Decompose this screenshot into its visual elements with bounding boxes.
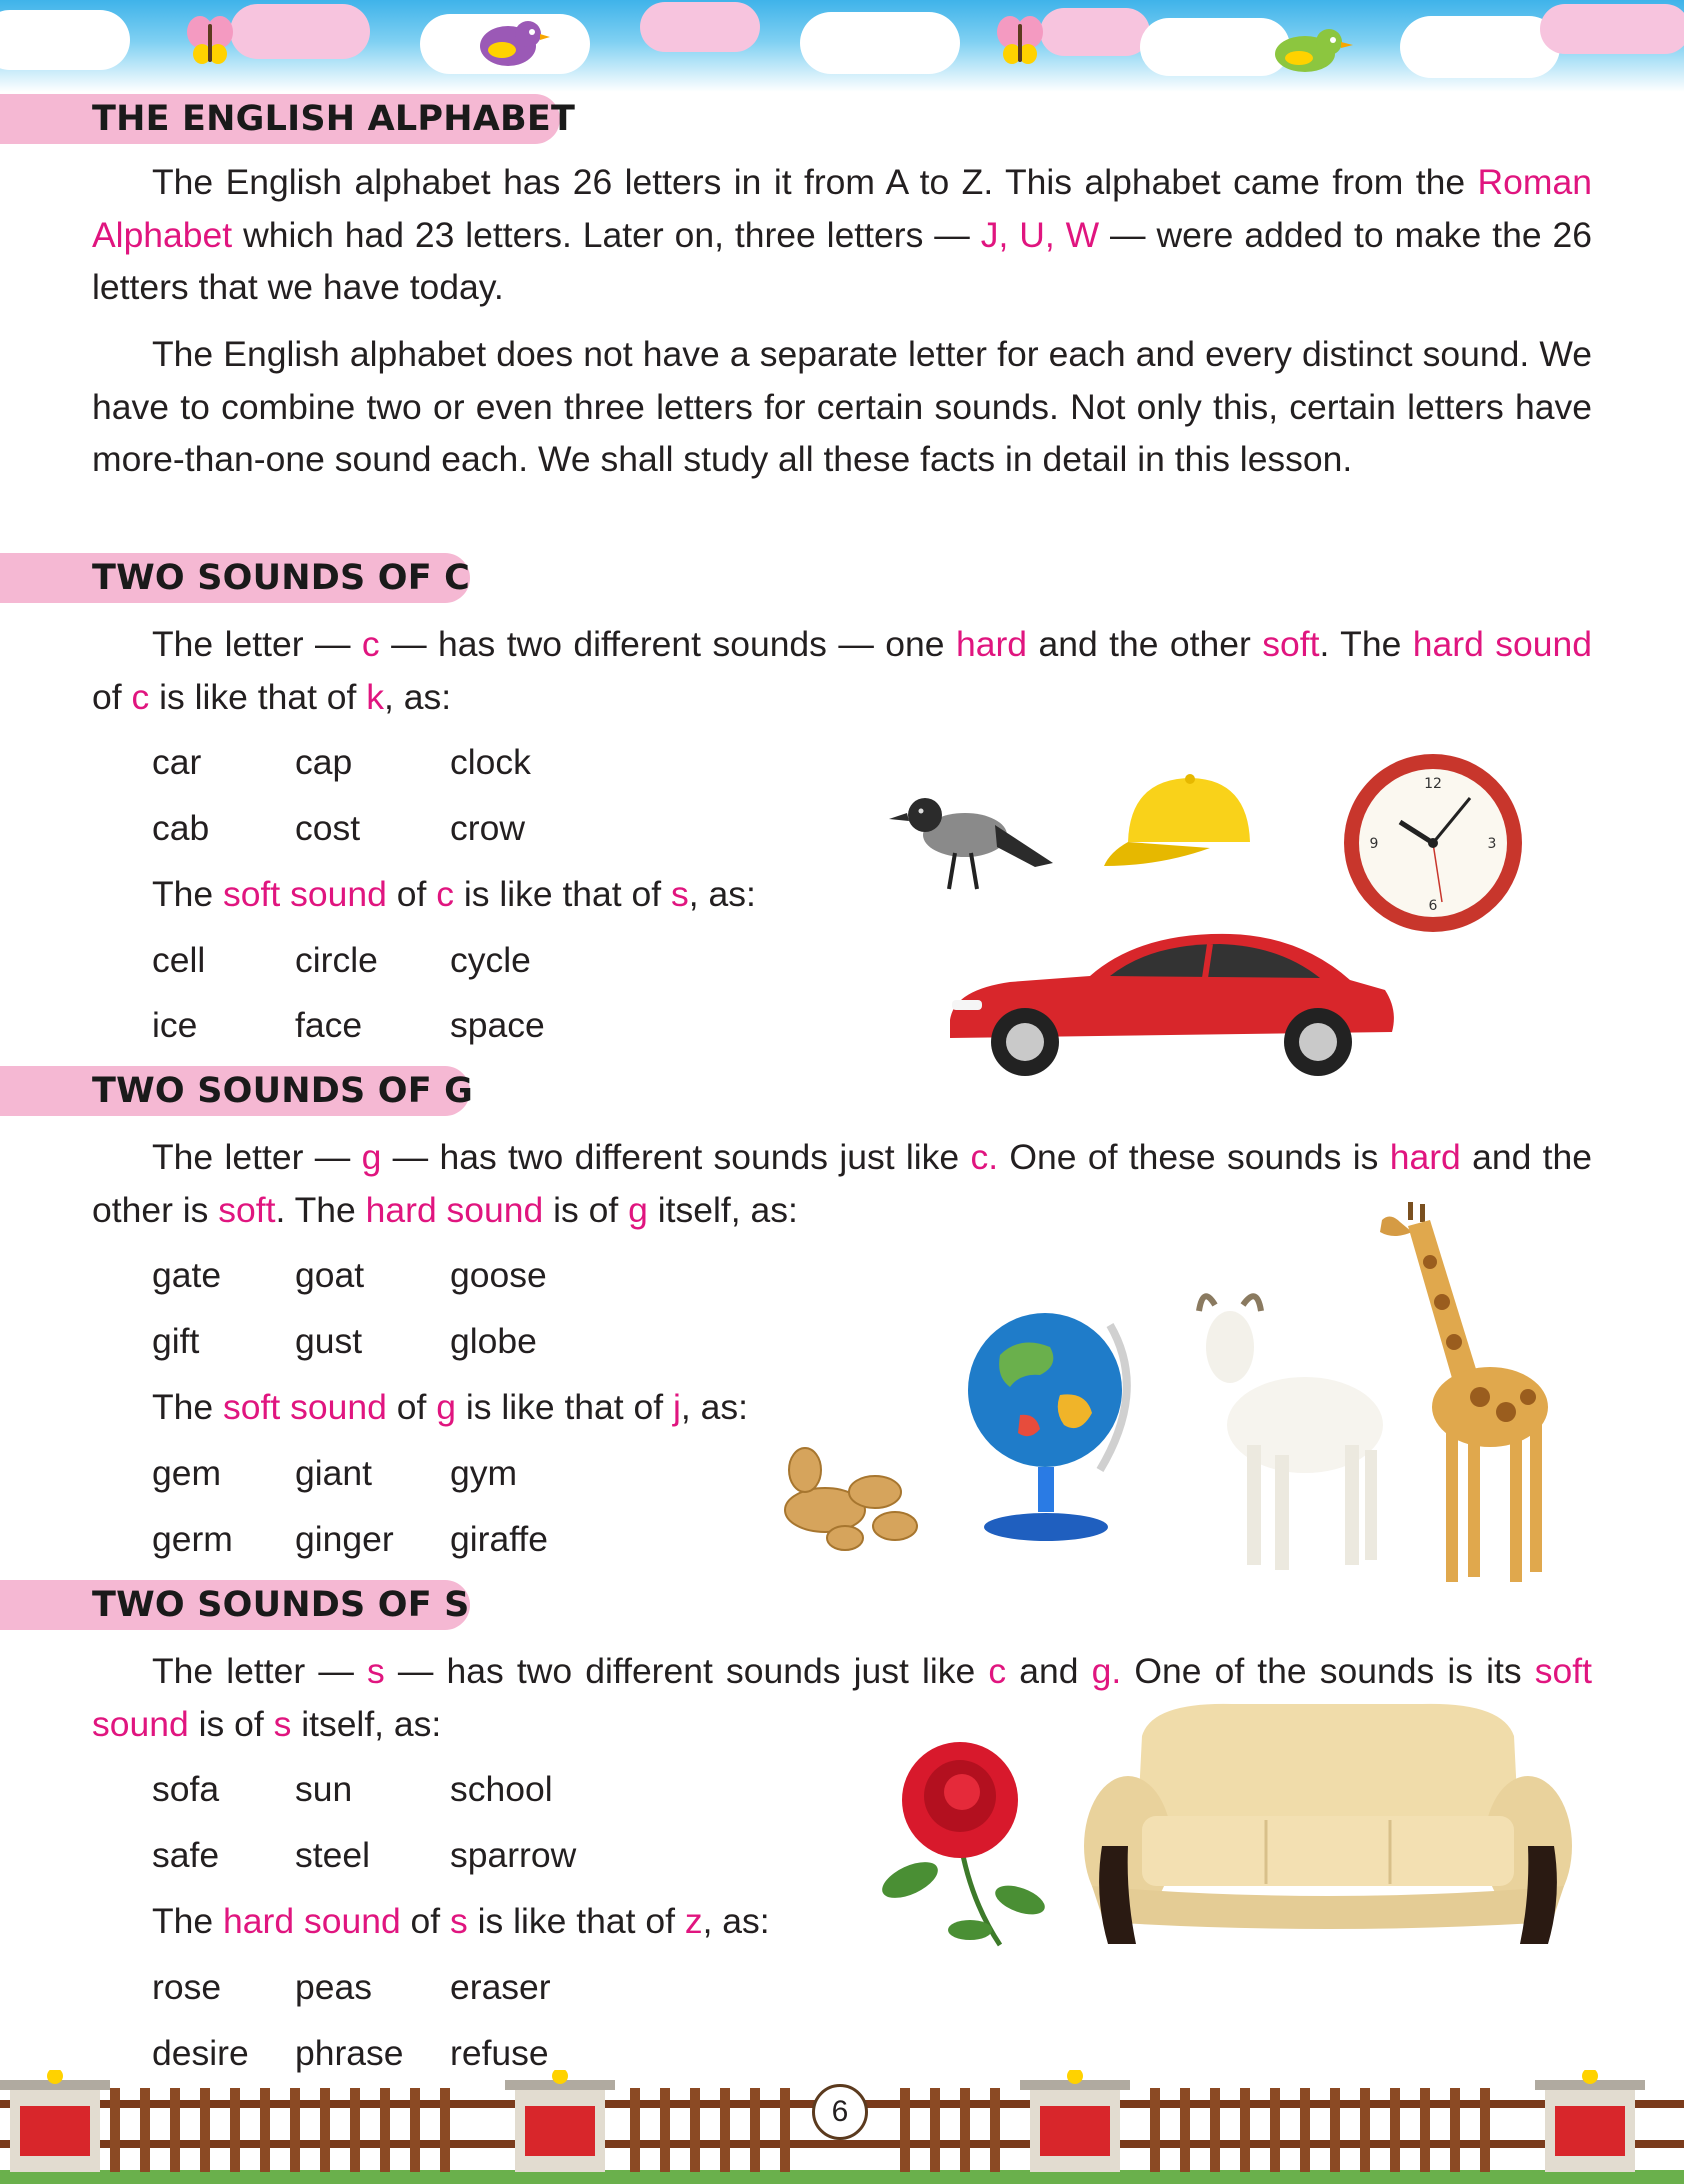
word: goose xyxy=(450,1255,547,1295)
word: ginger xyxy=(295,1519,394,1559)
word: circle xyxy=(295,940,378,980)
word: face xyxy=(295,1005,363,1045)
hard-sound-s-line: The hard sound of s is like that of z, as: xyxy=(152,1901,770,1941)
word: gem xyxy=(152,1453,222,1493)
svg-text:12: 12 xyxy=(1424,776,1442,792)
word: refuse xyxy=(450,2033,549,2073)
svg-text:9: 9 xyxy=(1369,836,1379,852)
word: phrase xyxy=(295,2033,404,2073)
bird-icon xyxy=(470,12,550,72)
section-heading-g: TWO SOUNDS OF G xyxy=(0,1066,470,1116)
crow-picture xyxy=(885,785,1055,895)
word: gift xyxy=(152,1321,200,1361)
page-number: 6 xyxy=(812,2084,868,2140)
paragraph-g-intro: The letter — g — has two different sounds just like c. One of these sounds is hard and the other is soft. The hard sound is of g itself, as: xyxy=(92,1137,1592,1230)
word: sun xyxy=(295,1769,353,1809)
ginger-picture xyxy=(765,1430,935,1560)
word: school xyxy=(450,1769,553,1809)
soft-sound-g-line: The soft sound of g is like that of j, as: xyxy=(152,1387,748,1427)
word: cycle xyxy=(450,940,531,980)
butterfly-icon xyxy=(990,10,1050,70)
word: space xyxy=(450,1005,545,1045)
word: globe xyxy=(450,1321,537,1361)
sky-banner xyxy=(0,0,1684,92)
cap-picture xyxy=(1100,770,1270,880)
word: cab xyxy=(152,808,210,848)
word: gate xyxy=(152,1255,222,1295)
word: rose xyxy=(152,1967,222,2007)
word: crow xyxy=(450,808,525,848)
word: desire xyxy=(152,2033,249,2073)
svg-text:6: 6 xyxy=(1428,898,1438,914)
section-heading-alphabet: THE ENGLISH ALPHABET xyxy=(0,94,560,144)
word: germ xyxy=(152,1519,233,1559)
word: cell xyxy=(152,940,206,980)
word: giant xyxy=(295,1453,372,1493)
car-picture xyxy=(940,920,1400,1080)
word: sparrow xyxy=(450,1835,577,1875)
word: sofa xyxy=(152,1769,220,1809)
word: safe xyxy=(152,1835,220,1875)
paragraph-c-intro: The letter — c — has two different sounds — one hard and the other soft. The hard sound of c is like that of k, as: xyxy=(92,624,1593,717)
word: cap xyxy=(295,742,353,782)
word: ice xyxy=(152,1005,198,1045)
paragraph-alphabet-sounds: The English alphabet does not have a separate letter for each and every distinct sound. We have to combine two or even three letters for certain sounds. Not only this, certain letters have more-than-one sound each. We shall study all these facts in detail in this lesson. xyxy=(92,334,1592,479)
butterfly-icon xyxy=(180,10,240,70)
clock-picture xyxy=(1342,752,1524,934)
word: gust xyxy=(295,1321,363,1361)
paragraph-alphabet-origin: The English alphabet has 26 letters in it from A to Z. This alphabet came from the Roman Alphabet which had 23 letters. Later on, three letters — J, U, W — were added to make the 26 letters that we have today. xyxy=(92,162,1592,307)
globe-picture xyxy=(960,1295,1140,1550)
rose-picture xyxy=(850,1730,1060,1950)
soft-sound-c-line: The soft sound of c is like that of s, as: xyxy=(152,874,756,914)
word: steel xyxy=(295,1835,370,1875)
word: clock xyxy=(450,742,531,782)
word: car xyxy=(152,742,202,782)
sofa-picture xyxy=(1082,1696,1574,1956)
svg-text:3: 3 xyxy=(1487,836,1497,852)
paragraph-s-intro: The letter — s — has two different sounds just like c and g. One of the sounds is its soft sound is of s itself, as: xyxy=(92,1651,1593,1744)
word: goat xyxy=(295,1255,365,1295)
word: cost xyxy=(295,808,361,848)
word: giraffe xyxy=(450,1519,549,1559)
bird-icon xyxy=(1265,20,1355,80)
word: eraser xyxy=(450,1967,551,2007)
section-heading-s: TWO SOUNDS OF S xyxy=(0,1580,470,1630)
word: peas xyxy=(295,1967,372,2007)
giraffe-picture xyxy=(1360,1192,1580,1587)
word: gym xyxy=(450,1453,518,1493)
section-heading-c: TWO SOUNDS OF C xyxy=(0,553,470,603)
